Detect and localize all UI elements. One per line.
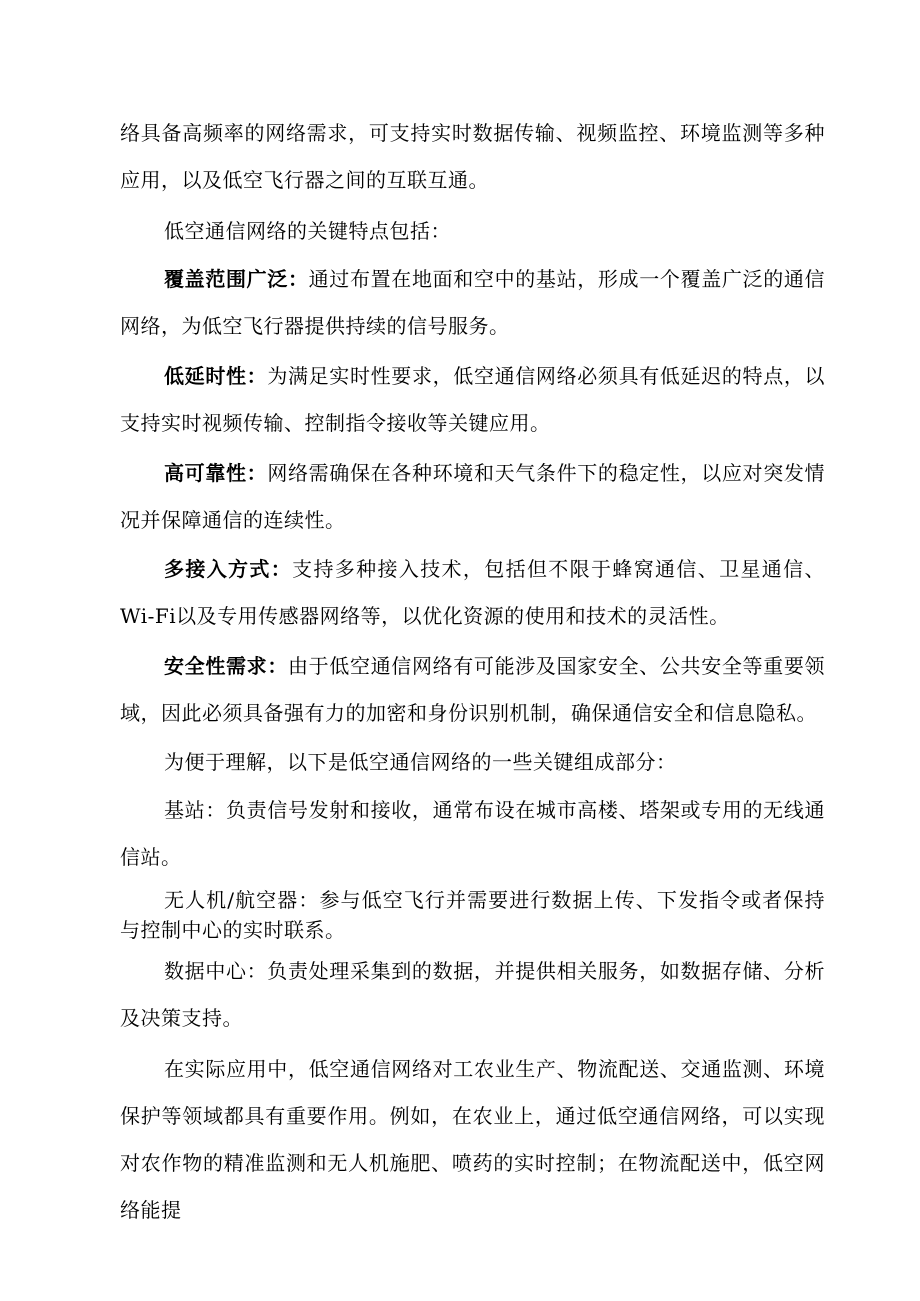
feature-separator: ： bbox=[246, 461, 268, 485]
feature-term: 覆盖范围广泛 bbox=[164, 267, 288, 291]
feature-separator: ： bbox=[267, 654, 288, 678]
feature-term: 高可靠性 bbox=[164, 461, 247, 485]
paragraph-applications bbox=[120, 1046, 825, 1234]
paragraph-text: 低空通信网络的关键特点包括： bbox=[164, 219, 451, 243]
paragraph-key-features-heading bbox=[120, 208, 825, 255]
feature-separator: ： bbox=[270, 557, 293, 581]
feature-term: 低延时性 bbox=[164, 364, 247, 388]
paragraph-drone bbox=[120, 885, 825, 945]
paragraph-text: 无人机/航空器：参与低空飞行并需要进行数据上传、下发指令或者保持与控制中心的实时联系。 bbox=[120, 888, 825, 942]
paragraph-multi-access bbox=[120, 546, 825, 640]
paragraph-text: 为便于理解，以下是低空通信网络的一些关键组成部分： bbox=[164, 750, 677, 774]
paragraph-text: 由于低空通信网络有可能涉及国家安全、公共安全等重要领域，因此必须具备强有力的加密和身份识别机制，确保通信安全和信息隐私。 bbox=[120, 654, 826, 725]
paragraph-text: 数据中心：负责处理采集到的数据，并提供相关服务，如数据存储、分析及决策支持。 bbox=[120, 959, 825, 1030]
paragraph-low-latency bbox=[120, 353, 825, 447]
paragraph-text: 络具备高频率的网络需求，可支持实时数据传输、视频监控、环境监测等多种应用，以及低空飞行器之间的互联互通。 bbox=[120, 121, 825, 192]
paragraph-text: 在实际应用中，低空通信网络对工农业生产、物流配送、交通监测、环境保护等领域都具有重要作用。例如，在农业上，通过低空通信网络，可以实现对农作物的精准监测和无人机施肥、喷药的实时控制；在物流配送中，低空网络能提 bbox=[120, 1057, 825, 1222]
paragraph-text: 基站：负责信号发射和接收，通常布设在城市高楼、塔架或专用的无线通信站。 bbox=[120, 798, 825, 869]
paragraph-intro-continued bbox=[120, 110, 825, 204]
paragraph-coverage bbox=[120, 256, 825, 350]
feature-separator: ： bbox=[287, 267, 309, 291]
paragraph-text: 网络需确保在各种环境和天气条件下的稳定性，以应对突发情况并保障通信的连续性。 bbox=[120, 461, 826, 532]
feature-term: 安全性需求 bbox=[164, 654, 268, 678]
feature-separator: ： bbox=[246, 364, 268, 388]
paragraph-base-station bbox=[120, 787, 825, 881]
paragraph-text: 通过布置在地面和空中的基站，形成一个覆盖广泛的通信网络，为低空飞行器提供持续的信号服务。 bbox=[120, 267, 826, 338]
paragraph-reliability bbox=[120, 450, 825, 544]
paragraph-components-heading bbox=[120, 739, 825, 786]
paragraph-text: 支持多种接入技术，包括但不限于蜂窝通信、卫星通信、Wi-Fi以及专用传感器网络等，以优化资源的使用和技术的灵活性。 bbox=[120, 557, 826, 628]
paragraph-security bbox=[120, 643, 825, 737]
feature-term: 多接入方式 bbox=[164, 557, 271, 581]
paragraph-data-center bbox=[120, 948, 825, 1042]
paragraph-text: 为满足实时性要求，低空通信网络必须具有低延迟的特点，以支持实时视频传输、控制指令接收等关键应用。 bbox=[120, 364, 826, 435]
